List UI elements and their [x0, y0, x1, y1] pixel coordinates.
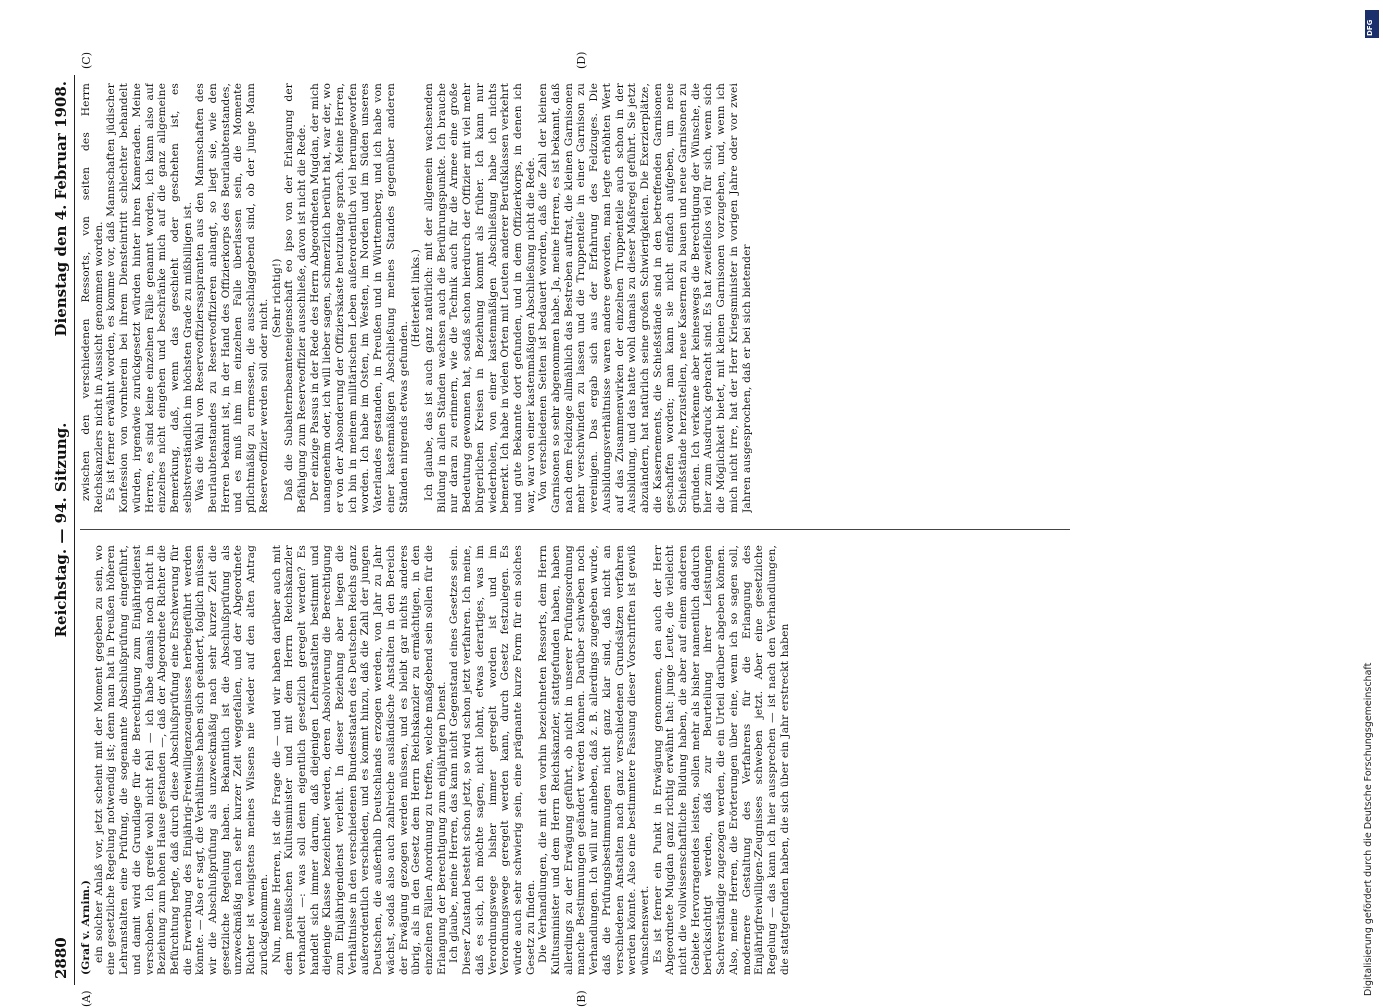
interjection: (Sehr richtig!): [270, 258, 283, 338]
paragraph: Es ist ferner erwähnt worden, es komme vor, daß Mannschaften jüdischer Konfession von vornherein bei ihrem Diensteintritt schlechter behandelt würden, irgendwie zurückgesetzt würden hinter ihren Kameraden. Meine Herren, es sind keine einzelnen Fälle genannt worden, ich kann also auf einzelnes nicht eingehen und beschränke mich auf die ganz allgemeine Bemerkung, daß, wenn das geschieht oder geschehen ist, es selbstverständlich im höchsten Grade zu mißbilligen ist.: [105, 83, 194, 513]
paragraph: ein solcher Anlaß vor, jetzt scheint mit der Moment gegeben zu sein, wo eine gesetzliche Regelung notwendig ist; denn man hat in Preußen höheren Lehranstalten eine Prüfung, die sogenannte Abschlußprüfung eingeführt, und damit wird die Grundlage für die Berechtigung zum Einjährigdienst verschoben. Ich greife wohl nicht fehl — ich habe damals noch nicht in Beziehung zum hohen Hause gestanden —, daß der Abgeordnete Richter die Befürchtung hegte, daß durch diese Abschlußprüfung eine Erschwerung für die Erwerbung des Einjährig-Freiwilligenzeugnisses herbeigeführt werden könnte. — Also er sagt, die Verhältnisse haben sich geändert, folglich müssen wir die Abschlußprüfung als unzweckmäßig nach sehr kurzer Zeit die gesetzliche Regelung haben. Bekanntlich ist die Abschlußprüfung als unzweckmäßig nach sehr kurzer Zeit weggefallen, und der Abgeordnete Richter ist wenigstens meines Wissens nie wieder auf den alten Antrag zurückgekommen.: [92, 545, 270, 975]
paragraph: Die Verhandlungen, die mit den vorhin bezeichneten Ressorts, dem Herrn Kultusminister und dem Herrn Reichskanzler, stattgefunden haben, haben allerdings zu der Erwägung geführt, ob nicht in unserer Prüfungsordnung manche Bestimmungen geändert werden können. Darüber schweben noch Verhandlungen. Ich will nur anheben, daß z. B. allerdings zugegeben wurde, daß die Prüfungsbestimmungen nicht ganz klar sind, daß nicht an verschiedenen Anstalten nach ganz verschiedenen Grundsätzen verfahren werden könnte. Also eine bestimmtere Fassung dieser Vorschriften ist gewiß wünschenswert.: [537, 545, 651, 975]
digitization-credit: Digitalisierung gefördert durch die Deutsche Forschungsgemeinschaft: [1363, 662, 1374, 996]
speaker-label: (Graf v. Arnim.): [80, 879, 92, 975]
margin-mark-d: (D): [575, 51, 588, 69]
header-date: Dienstag den 4. Februar 1908.: [52, 81, 70, 337]
interjection: (Heiterkeit links.): [410, 248, 423, 348]
margin-mark-c: (C): [80, 52, 93, 69]
paragraph: Ich glaube, meine Herren, das kann nicht Gegenstand eines Gesetzes sein. Dieser Zustand besteht schon jetzt, so wird schon jetzt verfahren. Ich meine, daß es sich, ich möchte sagen, nicht lohnt, etwas derartiges, was im Verordnungswege bisher immer geregelt worden ist und im Verordnungswege geregelt werden kann, durch Gesetz festzulegen. Es würde auch sehr schwierig sein, eine prägnante kurze Form für ein solches Gesetz zu finden.: [448, 545, 537, 975]
column-divider: [80, 529, 1070, 530]
header-title: Reichstag. — 94. Sitzung.: [52, 422, 70, 638]
right-column: [80, 83, 1070, 513]
paragraph: Der einzige Passus in der Rede des Herrn Abgeordneten Mugdan, der mich unangenehm oder, ich will lieber sagen, schmerzlich berührt hat, war der, wo er von der Absonderung der Offizierskaste heutzutage sprach. Meine Herren, ich bin in meinem militärischen Leben außerordentlich viel herumgeworfen worden. Ich habe im Osten, im Westen, im Norden und im Süden unseres Vaterlandes gestanden, in Preußen und in Württemberg, und ich habe von einer kastenmäßigen Abschließung meines Standes gegenüber anderen Ständen nirgends etwas gefunden.: [308, 83, 410, 513]
rotated-newspaper-sheet: [50, 51, 1350, 1007]
left-column: [80, 545, 1070, 975]
dfg-logo-text: DFG: [1366, 19, 1374, 36]
paragraph: zwischen den verschiedenen Ressorts, von seiten des Herrn Reichskanzlers nicht in Aussicht genommen worden.: [80, 83, 105, 513]
paragraph: Ich glaube, das ist auch ganz natürlich: mit der allgemein wachsenden Bildung in allen Ständen wachsen auch die Berührungspunkte. Ich brauche nur daran zu erinnern, wie die Technik auch für die Armee eine große Bedeutung gewonnen hat, sodaß schon hierdurch der Offizier mit viel mehr bürgerlichen Kreisen in Beziehung kommt als früher. Ich kann nur wiederholen, von einer kastenmäßigen Abschließung habe ich nichts bemerkt. Ich habe in vielen Orten mit Leuten anderer Berufsklassen verkehrt und gute Bekannte dort gefunden, und in dem Offizierkorps, in denen ich war, war von einer kastenmäßigen Abschließung nicht die Rede.: [422, 83, 537, 513]
paragraph: Von verschiedenen Seiten ist bedauert worden, daß die Zahl der kleinen Garnisonen so sehr abgenommen habe. Ja, meine Herren, es ist bekannt, daß nach dem Feldzuge allmählich das Bestreben auftrat, die kleinen Garnisonen mehr verschwinden zu lassen und die Truppenteile in einer Garnison zu vereinigen. Das ergab sich aus der Erfahrung des Feldzuges. Die Ausbildungsverhältnisse waren andere geworden, man legte erhöhten Wert auf das Zusammenwirken der einzelnen Truppenteile auch schon in der Ausbildung, und das hatte wohl damals zu dieser Maßregel geführt. Sie jetzt abzuändern, hat natürlich seine großen Schwierigkeiten. Die Exerzierplätze, die Kasernements, die Schießstände sind in den betreffenden Garnisonen geschaffen worden; man kann sie nicht einfach aufgeben, um neue Schießstände herzustellen, neue Kasernen zu bauen und neue Garnisonen zu gründen. Ich verkenne aber keineswegs die Berechtigung der Wünsche, die hier zum Ausdruck gebracht sind. Es hat zweifellos viel für sich, wenn sich die Möglichkeit bietet, mit kleinen Garnisonen vorzugehen, und, wenn ich mich nicht irre, hat der Herr Kriegsminister in vorigen Jahre oder vor zwei Jahren ausgesprochen, daß er bei sich bietender: [537, 83, 753, 513]
paragraph: Was die Wahl von Reserveoffiziersaspiranten aus den Mannschaften des Beurlaubtenstandes zu Reserveoffizieren anlangt, so liegt sie, wie den Herren bekannt ist, in der Hand des Offizierkorps des Beurlaubtenstandes, und es muß ihm im einzelnen Falle überlassen sein, die Momente pflichtmäßig zu ermessen, die ausschlaggebend sind, ob der junge Mann Reserveoffizier werden soll oder nicht.: [194, 83, 270, 513]
margin-mark-b: (B): [575, 990, 588, 1007]
paragraph: Es ist ferner ein Punkt in Erwägung genommen, den auch der Herr Abgeordnete Mugdan ganz richtig erwähnt hat: junge Leute, die vielleicht nicht die vollwissenschaftliche Bildung haben, die aber auf einem anderen Gebiete Hervorragendes leisten, sollen mehr als bisher namentlich dadurch berücksichtigt werden, daß zur Beurteilung ihrer Leistungen Sachverständige zugezogen werden, die ein Urteil darüber abgeben können. Also, meine Herren, die Erörterungen über eine, wenn ich so sagen soll, modernere Gestaltung des Verfahrens für die Erlangung des Einjährigfreiwilligen-Zeugnisses schweben jetzt. Aber eine gesetzliche Regelung — das kann ich hier aussprechen — ist nach den Verhandlungen, die stattgefunden haben, die sich über ein Jahr erstreckt haben: [651, 545, 791, 975]
dfg-logo: [1365, 10, 1379, 38]
margin-mark-a: (A): [80, 990, 93, 1007]
paragraph: Nun, meine Herren, ist die Frage die — und wir haben darüber auch mit dem preußischen Kultusminister und mit dem Herrn Reichskanzler verhandelt —: was soll denn eigentlich gesetzlich geregelt werden? Es handelt sich immer darum, daß diejenigen Lehranstalten bestimmt und diejenige Klasse bezeichnet werden, deren Absolvierung die Berechtigung zum Einjährigendienst verleiht. In dieser Beziehung aber liegen die Verhältnisse in den verschiedenen Bundesstaaten des Deutschen Reichs ganz außerordentlich verschieden, und es kommt hinzu, daß die Zahl der jungen Deutschen, die außerhalb Deutschlands erzogen werden, von Jahr zu Jahr wächst, sodaß also auch zahlreiche ausländische Anstalten in den Bereich der Erwägung gezogen werden müssen, und es bleibt gar nichts anderes übrig, als in den Gesetz dem Herrn Reichskanzler zu ermächtigen, in den einzelnen Fällen Anordnung zu treffen, welche maßgebend sein sollen für die Erlangung der Berechtigung zum einjährigen Dienst.: [270, 545, 448, 975]
page-header: [50, 75, 75, 985]
page-number: 2880: [52, 937, 70, 979]
paragraph: Daß die Subalternbeamteneigenschaft eo ipso von der Erlangung der Befähigung zum Reserveoffizier ausschließe, davon ist nicht die Rede.: [283, 83, 308, 513]
